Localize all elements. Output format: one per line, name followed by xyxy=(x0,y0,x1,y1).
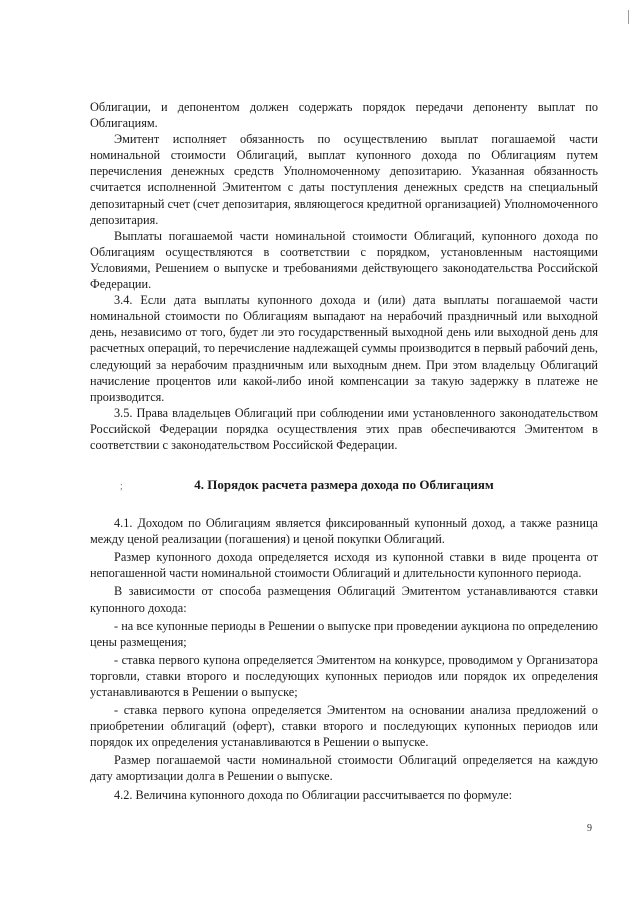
paragraph-issuer-obligation: Эмитент исполняет обязанность по осуществлению выплат погашаемой части номинальной стоимости Облигаций, выплат купонного дохода по Облигациям путем перечисления денежных средств Уполномоченному депозитарию. Указанная обязанность считается исполненной Эмитентом с даты поступления денежных средств на специальный депозитарный счет (счет депозитария, являющегося кредитной организацией) Уполномоченного депозитария. xyxy=(90,132,598,227)
paragraph-placement-method: В зависимости от способа размещения Облигаций Эмитентом устанавливаются ставки купонного дохода: xyxy=(90,584,598,615)
paragraph-coupon-size: Размер купонного дохода определяется исходя из купонной ставки в виде процента от непогашенной части номинальной стоимости Облигаций и длительности купонного периода. xyxy=(90,550,598,581)
paragraph-continuation: Облигации, и депонентом должен содержать порядок передачи депоненту выплат по Облигациям. xyxy=(90,100,598,131)
list-item-offers: - ставка первого купона определяется Эмитентом на основании анализа предложений о приобретении облигаций (оферт), ставки второго и последующих купонных периодов или порядок их определения устанавливаются в Решении о выпуске. xyxy=(90,703,598,750)
paragraph-amortization: Размер погашаемой части номинальной стоимости Облигаций определяется на каждую дату амортизации долга в Решении о выпуске. xyxy=(90,753,598,784)
stray-mark: ; xyxy=(120,481,123,493)
paragraph-4-2: 4.2. Величина купонного дохода по Облигации рассчитывается по формуле: xyxy=(114,787,512,802)
list-item-auction: - на все купонные периоды в Решении о выпуске при проведении аукциона по определению цены размещения; xyxy=(90,618,598,649)
scan-corner-mark xyxy=(628,10,629,24)
section-heading xyxy=(90,477,598,493)
paragraph-3-5: 3.5. Права владельцев Облигаций при соблюдении ими установленного законодательством Российской Федерации порядка осуществления этих прав обеспечиваются Эмитентом в соответствии с законодательством Российской Федерации. xyxy=(90,405,598,452)
list-item-contest: - ставка первого купона определяется Эмитентом на конкурсе, проводимом у Организатора торговли, ставки второго и последующих купонных периодов или порядок их определения устанавливаются в Решении о выпуске; xyxy=(90,652,598,699)
paragraph-payments-order: Выплаты погашаемой части номинальной стоимости Облигаций, купонного дохода по Облигациям осуществляются в соответствии с порядком, установленным настоящими Условиями, Решением о выпуске и требованиями действующего законодательства Российской Федерации. xyxy=(90,228,598,292)
section-heading-text: 4. Порядок расчета размера дохода по Облигациям xyxy=(194,477,494,493)
paragraph-4-1: 4.1. Доходом по Облигациям является фиксированный купонный доход, а также разница между ценой реализации (погашения) и ценой покупки Облигаций. xyxy=(90,516,598,547)
page-number: 9 xyxy=(587,823,592,834)
paragraph-3-4: 3.4. Если дата выплаты купонного дохода и (или) дата выплаты погашаемой части номинальной стоимости по Облигациям выпадают на нерабочий праздничный или выходной день, независимо от того, будет ли это государственный выходной день или выходной день для расчетных операций, то перечисление надлежащей суммы производится в первый рабочий день, следующий за нерабочим праздничным или выходным днем. При этом владельцу Облигаций начисление процентов или какой-либо иной компенсации за такую задержку в платеже не производится. xyxy=(90,293,598,404)
document-body xyxy=(90,99,598,803)
